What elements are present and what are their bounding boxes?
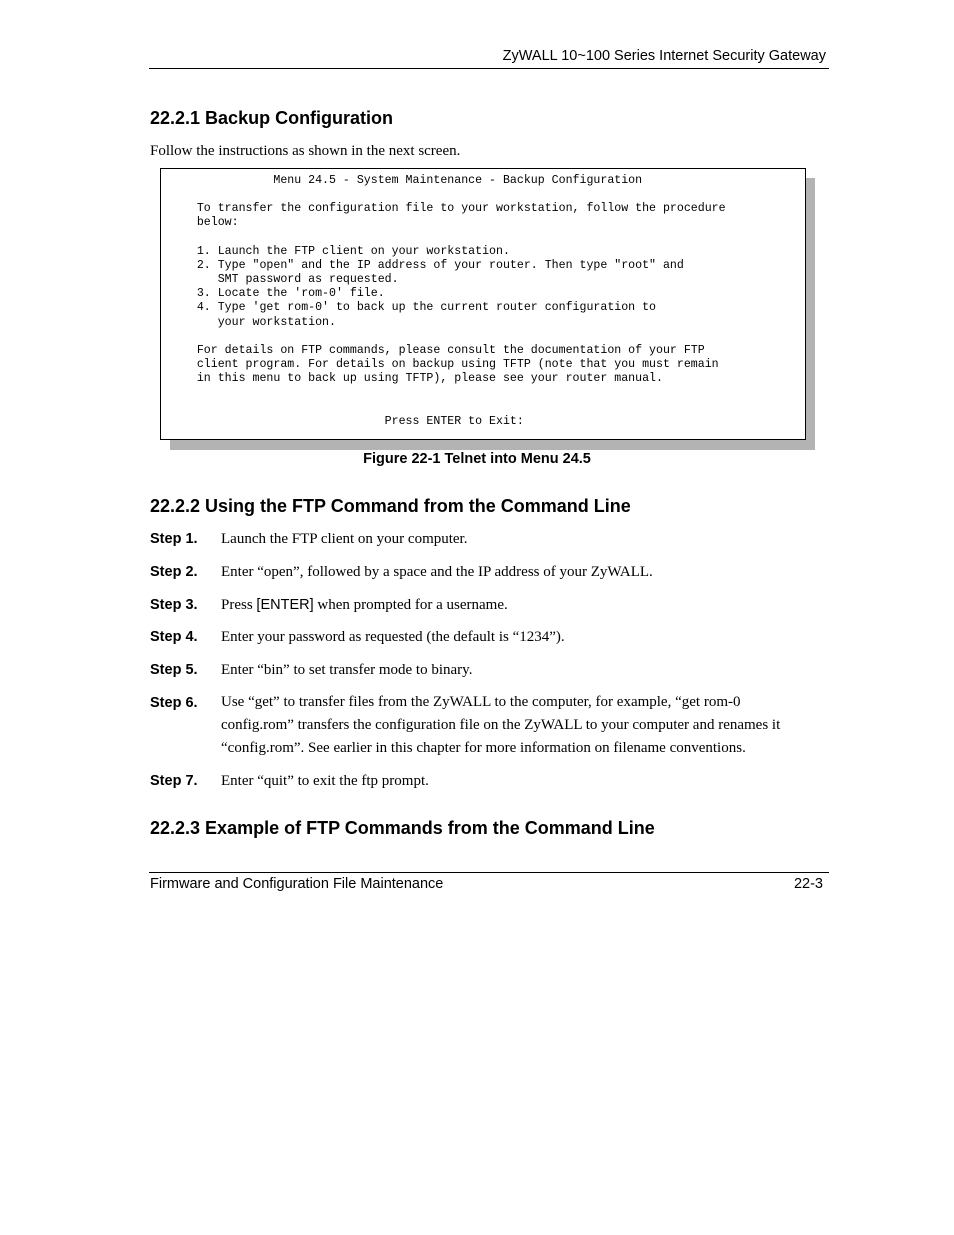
terminal-line: in this menu to back up using TFTP), please see your router manual. bbox=[169, 372, 663, 386]
terminal-line: 2. Type "open" and the IP address of your router. Then type "root" and bbox=[169, 258, 684, 272]
terminal-text bbox=[161, 169, 805, 429]
key-enter: [ENTER] bbox=[256, 597, 314, 613]
terminal-line: To transfer the configuration file to your workstation, follow the procedure bbox=[169, 202, 726, 216]
terminal-line: 3. Locate the 'rom-0' file. bbox=[169, 287, 385, 301]
terminal-line: client program. For details on backup using TFTP (note that you must remain bbox=[169, 358, 719, 372]
step-text: Enter “quit” to exit the ftp prompt. bbox=[221, 773, 429, 789]
step-text: Enter “open”, followed by a space and the IP address of your ZyWALL. bbox=[221, 564, 653, 580]
terminal-line: For details on FTP commands, please consult the documentation of your FTP bbox=[169, 343, 705, 357]
terminal-line: Press ENTER to Exit: bbox=[169, 414, 524, 428]
step-text: Enter your password as requested (the default is “1234”). bbox=[221, 629, 565, 645]
step-text: Enter “bin” to set transfer mode to binary. bbox=[221, 662, 473, 678]
step-label: Step 6. bbox=[150, 695, 198, 711]
step-label: Step 4. bbox=[150, 629, 198, 645]
footer-page-number: 22-3 bbox=[793, 876, 823, 892]
figure-caption: Figure 22-1 Telnet into Menu 24.5 bbox=[363, 451, 591, 467]
step-label: Step 3. bbox=[150, 597, 198, 613]
section-heading-example: 22.2.3 Example of FTP Commands from the Command Line bbox=[150, 818, 655, 838]
step-text-part: when prompted for a username. bbox=[313, 597, 508, 613]
page-header-title: ZyWALL 10~100 Series Internet Security Gateway bbox=[502, 48, 826, 64]
section-heading-backup: 22.2.1 Backup Configuration bbox=[150, 108, 394, 128]
section-intro: Follow the instructions as shown in the next screen. bbox=[150, 143, 461, 159]
step-label: Step 2. bbox=[150, 564, 198, 580]
step-label: Step 5. bbox=[150, 662, 198, 678]
footer-rule bbox=[149, 872, 829, 873]
step-text: Launch the FTP client on your computer. bbox=[221, 531, 468, 547]
step-text: Use “get” to transfer files from the ZyWALL to the computer, for example, “get rom-0 config.rom” transfers the configuration file on the ZyWALL to your computer and renames it “config.rom”. See earlier in this chapter for more information on filename conventions. bbox=[221, 694, 781, 756]
terminal-line: Menu 24.5 - System Maintenance - Backup Configuration bbox=[169, 174, 643, 187]
terminal-line: 1. Launch the FTP client on your workstation. bbox=[169, 244, 510, 258]
step-label: Step 7. bbox=[150, 773, 198, 789]
step-text-part: Press bbox=[221, 597, 257, 613]
terminal-line: below: bbox=[169, 216, 239, 230]
terminal-screen bbox=[160, 168, 806, 440]
terminal-line: your workstation. bbox=[169, 315, 336, 329]
footer-chapter-title: Firmware and Configuration File Maintenance bbox=[150, 876, 444, 892]
terminal-line: SMT password as requested. bbox=[169, 273, 399, 287]
section-heading-ftp: 22.2.2 Using the FTP Command from the Command Line bbox=[150, 496, 631, 516]
step-label: Step 1. bbox=[150, 531, 198, 547]
header-rule bbox=[149, 68, 829, 69]
step-text bbox=[221, 594, 821, 617]
terminal-line: 4. Type 'get rom-0' to back up the current router configuration to bbox=[169, 301, 657, 315]
